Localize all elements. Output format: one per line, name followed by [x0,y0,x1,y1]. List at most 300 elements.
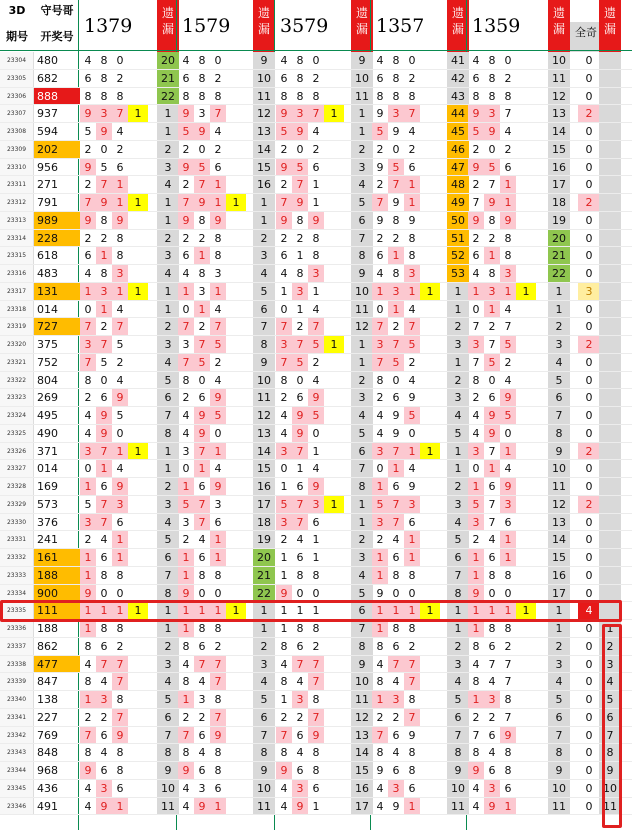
digit-cell: 9 [178,212,194,230]
digit-cell: 3 [484,780,500,798]
miss-count: 1 [157,194,179,212]
digit-cell: 7 [210,105,226,123]
header-combo-5: 1359 [472,15,521,37]
period-cell: 23317 [0,283,34,301]
digit-cell: 1 [372,602,388,620]
digit-cell: 9 [194,798,210,816]
miss-count: 10 [351,70,373,88]
digit-cell: 1 [388,247,404,265]
digit-cell: 6 [408,160,416,174]
digit-cell: 4 [408,373,416,387]
row-separator [0,814,632,815]
digit-cell: 8 [116,746,124,760]
digit-cell: 3 [500,496,516,514]
digit-cell: 4 [182,409,190,422]
digit-cell: 1 [178,283,194,301]
digit-cell: 0 [488,142,496,156]
digit-cell: 7 [308,105,324,123]
digit-cell: 8 [296,568,304,582]
digit-cell: 8 [504,568,512,582]
digit-cell: 7 [388,336,404,354]
all-odd-count: 0 [585,462,593,476]
draw-number: 848 [37,746,58,760]
digit-cell: 8 [214,764,222,777]
digit-cell: 2 [198,710,206,724]
miss-count: 1 [157,620,179,638]
digit-cell: 3 [372,443,388,461]
digit-cell: 2 [116,142,124,156]
miss-count: 7 [351,230,373,248]
digit-cell: 8 [392,54,400,67]
period-cell: 23313 [0,212,34,230]
period-cell: 23318 [0,301,34,319]
miss-count: 1 [447,354,469,372]
digit-cell: 2 [198,231,206,245]
digit-cell: 5 [292,354,308,372]
miss-count: 9 [447,762,469,780]
period-cell: 23324 [0,407,34,425]
all-odd-count: 0 [585,764,593,777]
draw-number: 682 [37,71,58,85]
digit-cell: 5 [292,159,308,177]
miss-count: 42 [447,70,469,88]
digit-cell: 7 [112,709,128,727]
miss-count: 11 [548,478,570,496]
digit-cell: 2 [312,142,320,156]
all-odd-count: 0 [585,89,593,103]
miss-count: 9 [548,762,570,780]
digit-cell: 9 [80,585,96,603]
hit-marker: 1 [516,283,536,301]
digit-cell: 6 [504,781,512,795]
digit-cell: 6 [100,728,108,742]
digit-cell: 2 [84,231,92,245]
miss-count: 17 [548,176,570,194]
period-cell: 23311 [0,176,34,194]
all-odd-count: 4 [578,602,600,620]
digit-cell: 7 [292,336,308,354]
miss-count: 2 [447,318,469,336]
digit-cell: 4 [214,462,222,476]
digit-cell: 8 [504,622,512,635]
hit-marker: 1 [324,105,344,123]
digit-cell: 7 [276,354,292,372]
digit-cell: 1 [388,301,404,319]
digit-cell: 7 [80,194,96,212]
digit-cell: 7 [112,673,128,691]
digit-cell: 4 [296,746,304,760]
digit-cell: 9 [408,391,416,405]
digit-cell: 2 [488,320,496,334]
miss-count: 3 [157,247,179,265]
miss-count: 9 [157,762,179,780]
miss-count: 41 [447,52,469,70]
digit-cell: 6 [392,728,400,742]
digit-cell: 1 [280,480,288,493]
all-odd-count: 0 [585,568,593,582]
digit-cell: 2 [472,533,480,547]
digit-cell: 1 [500,531,516,549]
draw-number: 900 [34,585,80,603]
digit-cell: 6 [488,391,496,405]
all-odd-count: 0 [585,799,593,813]
digit-cell: 9 [392,125,400,138]
digit-cell: 7 [96,443,112,461]
digit-cell: 1 [296,604,304,618]
miss-count: 15 [253,460,275,478]
draw-number: 573 [37,497,58,511]
miss-count: 10 [253,780,275,798]
draw-number: 375 [37,338,58,351]
digit-cell: 3 [198,693,206,706]
miss-count: 1 [447,443,469,461]
miss-count: 8 [253,336,275,354]
all-odd-count: 0 [585,409,593,422]
digit-cell: 1 [210,176,226,194]
digit-cell: 1 [194,247,210,265]
digit-cell: 9 [308,212,324,230]
hit-marker: 1 [324,336,344,354]
draw-number: 111 [34,602,80,620]
draw-number: 376 [37,515,58,529]
digit-cell: 7 [404,105,420,123]
digit-cell: 8 [488,568,496,582]
digit-cell: 5 [116,409,124,422]
digit-cell: 5 [372,496,388,514]
digit-cell: 9 [96,194,112,212]
digit-cell: 2 [182,710,190,724]
miss-count: 5 [157,531,179,549]
digit-cell: 6 [488,480,496,493]
miss-count: 2 [447,372,469,390]
digit-cell: 1 [80,283,96,301]
digit-cell: 7 [372,318,388,336]
digit-cell: 9 [468,762,484,780]
miss-count: 12 [253,105,275,123]
header-combo-2: 1579 [182,15,231,37]
digit-cell: 1 [178,691,194,709]
digit-cell: 9 [80,212,96,230]
recent-miss-count [599,372,621,390]
digit-cell: 6 [296,728,304,742]
digit-cell: 0 [312,54,320,67]
miss-count: 4 [548,354,570,372]
recent-miss-count [599,194,621,212]
all-odd-count: 0 [585,746,593,760]
digit-cell: 8 [408,622,416,635]
miss-count: 3 [548,336,570,354]
miss-count: 19 [548,212,570,230]
miss-count: 52 [447,247,469,265]
digit-cell: 0 [392,373,400,387]
draw-number: 477 [34,656,80,674]
digit-cell: 5 [276,496,292,514]
digit-cell: 4 [488,675,496,689]
digit-cell: 8 [214,89,222,103]
recent-miss-count [599,443,621,461]
digit-cell: 9 [292,425,308,443]
digit-cell: 3 [372,514,388,532]
digit-cell: 1 [404,531,420,549]
digit-cell: 4 [198,746,206,760]
digit-cell: 7 [292,514,308,532]
draw-number: 937 [37,107,58,121]
miss-count: 21 [157,70,179,88]
digit-cell: 1 [80,602,96,620]
digit-cell: 8 [376,675,384,689]
period-cell: 23304 [0,52,34,70]
miss-count: 5 [157,372,179,390]
miss-count: 2 [351,372,373,390]
digit-cell: 4 [472,54,480,67]
digit-cell: 5 [500,407,516,425]
header-combo-3: 3579 [280,15,329,37]
miss-count: 2 [548,638,570,656]
miss-count: 5 [157,691,179,709]
digit-cell: 6 [392,764,400,777]
digit-cell: 1 [312,284,320,298]
digit-cell: 7 [504,657,512,671]
digit-cell: 1 [500,549,516,567]
recent-miss-count: 1 [599,620,621,638]
digit-cell: 3 [276,336,292,354]
digit-cell: 3 [388,780,404,798]
header-combo-4: 1357 [376,15,425,37]
miss-count: 1 [351,105,373,123]
miss-count: 21 [253,567,275,585]
miss-count: 7 [447,567,469,585]
digit-cell: 1 [112,194,128,212]
digit-cell: 2 [408,142,416,156]
digit-cell: 1 [296,249,304,263]
draw-number: 169 [37,480,58,493]
miss-count: 8 [157,744,179,762]
miss-count: 14 [548,123,570,141]
digit-cell: 7 [210,709,226,727]
digit-cell: 2 [376,710,384,724]
digit-cell: 2 [488,710,496,724]
digit-cell: 7 [96,496,112,514]
period-cell: 23310 [0,159,34,177]
digit-cell: 8 [504,746,512,760]
digit-cell: 4 [376,54,384,67]
digit-cell: 5 [372,123,388,141]
miss-count: 1 [447,301,469,319]
digit-cell: 9 [292,407,308,425]
digit-cell: 4 [84,657,92,671]
miss-count: 8 [548,744,570,762]
digit-cell: 6 [116,160,124,174]
digit-cell: 4 [84,409,92,422]
digit-cell: 9 [500,478,516,496]
header-miss-label-3: 遗漏 [351,0,373,52]
digit-cell: 3 [468,336,484,354]
digit-cell: 3 [96,105,112,123]
digit-cell: 8 [182,639,190,653]
digit-cell: 0 [376,462,384,476]
period-cell: 23320 [0,336,34,354]
digit-cell: 2 [504,355,512,369]
digit-cell: 1 [500,283,516,301]
miss-count: 16 [548,567,570,585]
digit-cell: 8 [312,622,320,635]
miss-count: 44 [447,105,469,123]
digit-cell: 4 [84,54,92,67]
miss-count: 1 [548,283,570,301]
miss-count: 2 [447,638,469,656]
digit-cell: 3 [198,284,206,298]
digit-cell: 5 [100,160,108,174]
miss-count: 2 [157,478,179,496]
miss-count: 19 [253,531,275,549]
digit-cell: 3 [198,781,206,795]
digit-cell: 4 [312,462,320,476]
miss-count: 1 [447,620,469,638]
all-odd-count: 0 [585,480,593,493]
digit-cell: 8 [504,249,512,263]
miss-count: 7 [351,460,373,478]
miss-count: 1 [157,123,179,141]
digit-cell: 8 [116,568,124,582]
digit-cell: 9 [392,196,400,209]
miss-count: 7 [548,407,570,425]
digit-cell: 8 [312,249,320,263]
digit-cell: 8 [312,746,320,760]
digit-cell: 4 [182,657,190,671]
period-cell: 23314 [0,230,34,248]
digit-cell: 2 [408,639,416,653]
digit-cell: 7 [292,176,308,194]
digit-cell: 3 [468,514,484,532]
digit-cell: 8 [280,675,288,689]
miss-count: 3 [351,389,373,407]
miss-count: 12 [548,88,570,106]
draw-number: 956 [37,160,58,174]
recent-miss-count [599,425,621,443]
digit-cell: 8 [296,622,304,635]
digit-cell: 0 [84,462,92,476]
digit-cell: 9 [484,123,500,141]
miss-count: 6 [351,443,373,461]
digit-cell: 1 [404,443,420,461]
recent-miss-count [599,354,621,372]
digit-cell: 1 [280,568,288,582]
digit-cell: 8 [408,764,416,777]
digit-cell: 9 [408,728,416,742]
digit-cell: 9 [484,194,500,212]
digit-cell: 4 [504,125,512,138]
miss-count: 4 [157,354,179,372]
miss-count: 9 [253,354,275,372]
period-cell: 23343 [0,744,34,762]
digit-cell: 6 [392,391,400,405]
miss-count: 6 [157,709,179,727]
digit-cell: 2 [280,710,288,724]
digit-cell: 8 [296,89,304,103]
digit-cell: 6 [312,515,320,529]
draw-number: 131 [34,283,80,301]
miss-count: 1 [351,336,373,354]
all-odd-count: 0 [585,551,593,564]
miss-count: 4 [447,407,469,425]
miss-count: 13 [253,425,275,443]
digit-cell: 7 [488,515,496,529]
digit-cell: 1 [484,460,500,478]
digit-cell: 1 [312,604,320,618]
digit-cell: 1 [296,302,304,316]
digit-cell: 4 [116,125,124,138]
digit-cell: 8 [408,568,416,582]
digit-cell: 4 [296,675,304,689]
digit-cell: 0 [198,373,206,387]
miss-count: 1 [548,620,570,638]
digit-cell: 6 [280,71,288,85]
all-odd-count: 0 [585,622,593,635]
digit-cell: 8 [408,231,416,245]
miss-count: 3 [157,496,179,514]
miss-count: 15 [548,549,570,567]
digit-cell: 5 [116,338,124,351]
digit-cell: 2 [408,355,416,369]
digit-cell: 6 [296,391,304,405]
digit-cell: 1 [500,443,516,461]
miss-count: 4 [157,176,179,194]
miss-count: 9 [351,656,373,674]
miss-count: 3 [447,336,469,354]
digit-cell: 5 [194,354,210,372]
digit-cell: 7 [276,318,292,336]
miss-count: 11 [351,691,373,709]
digit-cell: 8 [408,693,416,706]
digit-cell: 9 [500,212,516,230]
digit-cell: 3 [292,780,308,798]
digit-cell: 7 [404,709,420,727]
digit-cell: 2 [472,142,480,156]
all-odd-count: 0 [585,54,593,67]
miss-count: 10 [253,372,275,390]
miss-count: 2 [157,230,179,248]
digit-cell: 9 [112,478,128,496]
recent-miss-count: 6 [599,709,621,727]
miss-count: 3 [351,549,373,567]
hit-marker: 1 [516,602,536,620]
digit-cell: 7 [504,675,512,689]
digit-cell: 9 [468,585,484,603]
miss-count: 7 [253,318,275,336]
miss-count: 1 [253,212,275,230]
all-odd-count: 0 [585,373,593,387]
digit-cell: 5 [84,497,92,511]
period-cell: 23305 [0,70,34,88]
digit-cell: 9 [392,409,400,422]
miss-count: 18 [548,194,570,212]
digit-cell: 3 [484,691,500,709]
digit-cell: 8 [100,213,108,227]
recent-miss-count [599,159,621,177]
miss-count: 16 [253,176,275,194]
digit-cell: 1 [80,549,96,567]
digit-cell: 3 [468,443,484,461]
digit-cell: 8 [312,764,320,777]
digit-cell: 4 [376,267,384,280]
digit-cell: 1 [500,602,516,620]
digit-cell: 6 [198,764,206,777]
digit-cell: 1 [280,693,288,706]
digit-cell: 0 [392,142,400,156]
hit-marker: 1 [226,602,246,620]
digit-cell: 2 [376,142,384,156]
all-odd-count: 2 [578,496,600,514]
